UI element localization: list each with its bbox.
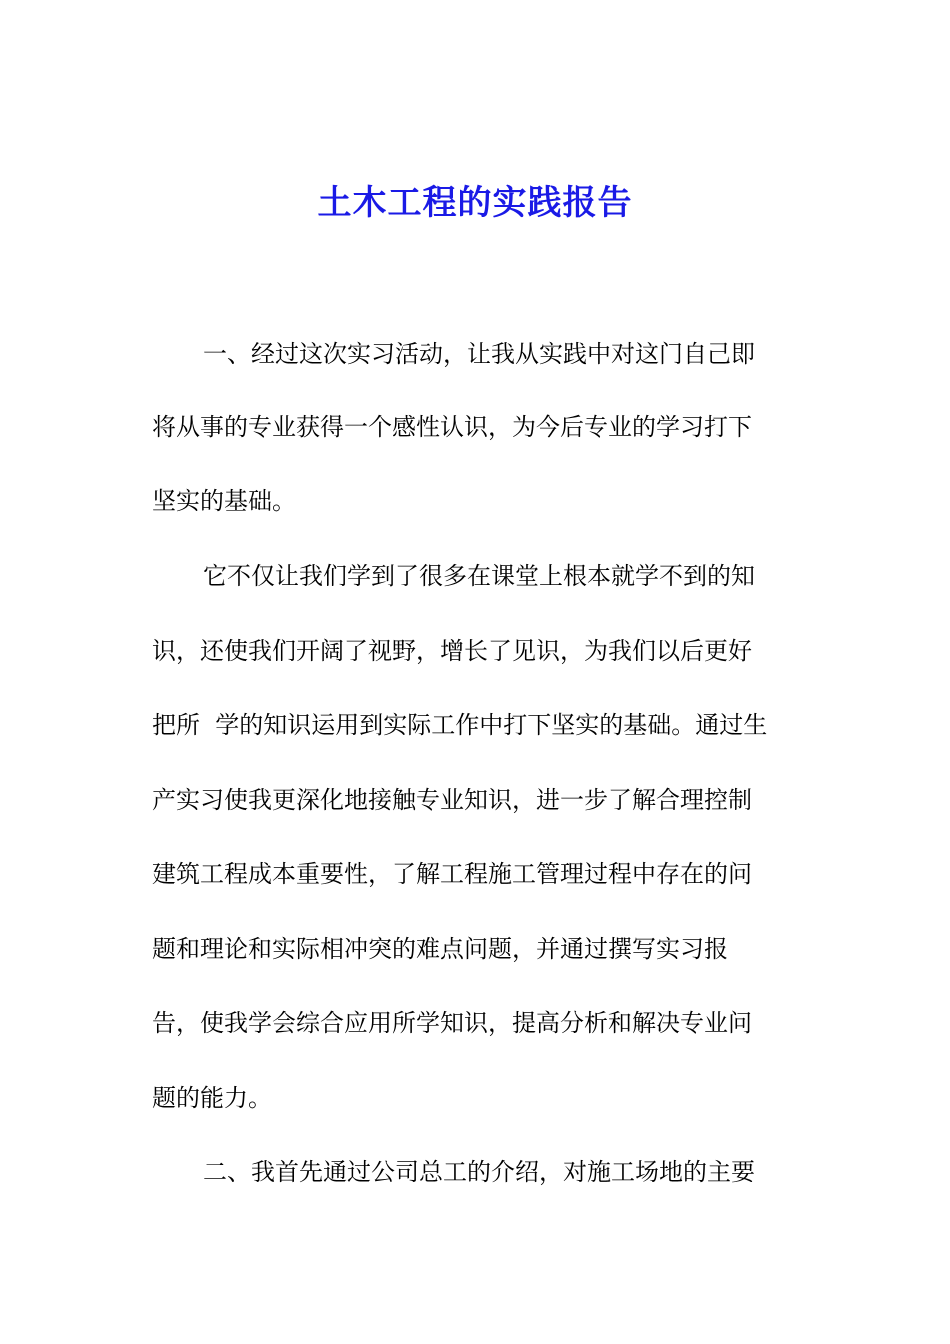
paragraph-1-line-2: 将从事的专业获得一个感性认识，为今后专业的学习打下: [152, 413, 752, 441]
paragraph-2-line-1: 它不仅让我们学到了很多在课堂上根本就学不到的知: [203, 562, 755, 590]
paragraph-2-line-5: 建筑工程成本重要性，了解工程施工管理过程中存在的问: [152, 860, 752, 888]
document-title: 土木工程的实践报告: [317, 183, 633, 223]
paragraph-2-line-6: 题和理论和实际相冲突的难点问题，并通过撰写实习报: [152, 935, 728, 963]
paragraph-1-line-3: 坚实的基础。: [152, 487, 296, 515]
paragraph-2-line-7: 告，使我学会综合应用所学知识，提高分析和解决专业问: [152, 1009, 752, 1037]
paragraph-3-line-1: 二、我首先通过公司总工的介绍，对施工场地的主要: [203, 1158, 755, 1186]
paragraph-2-line-3: 把所 学的知识运用到实际工作中打下坚实的基础。通过生: [152, 711, 768, 739]
paragraph-2-line-2: 识，还使我们开阔了视野，增长了见识，为我们以后更好: [152, 637, 752, 665]
paragraph-2-line-8: 题的能力。: [152, 1084, 272, 1112]
paragraph-2-line-4: 产实习使我更深化地接触专业知识，进一步了解合理控制: [152, 786, 752, 814]
paragraph-1-line-1: 一、经过这次实习活动，让我从实践中对这门自己即: [203, 340, 755, 368]
